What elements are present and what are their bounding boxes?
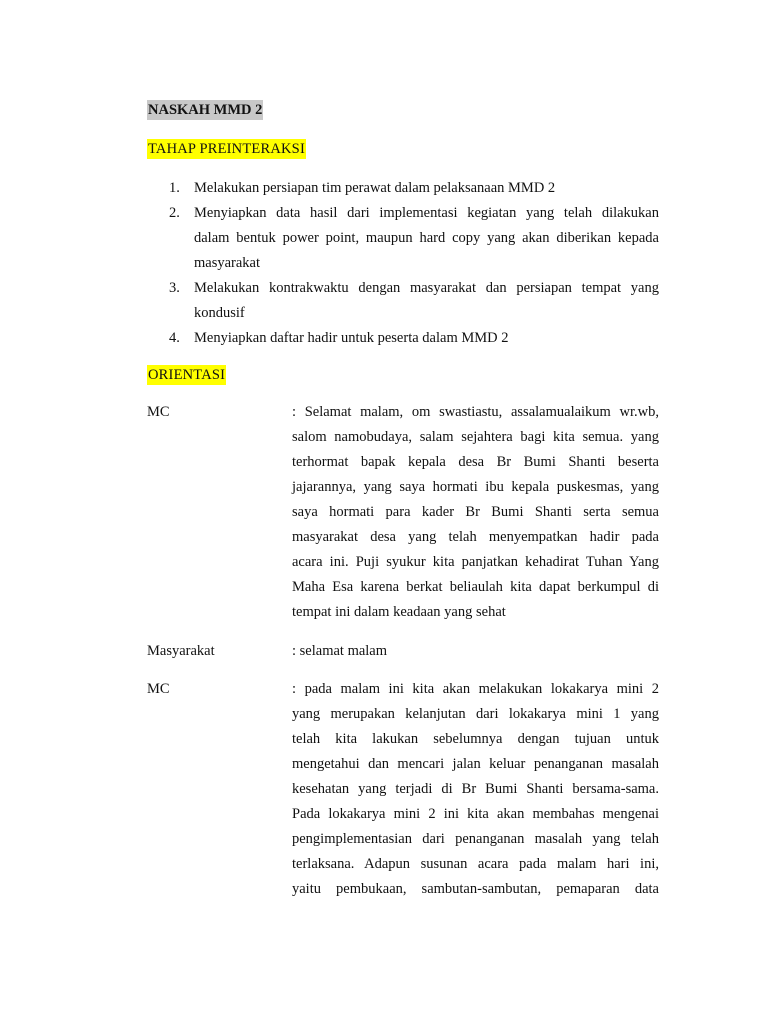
list-item bbox=[147, 326, 659, 351]
dialog-speaker: MC bbox=[147, 681, 170, 697]
list-item-line: Menyiapkan daftar hadir untuk peserta dalam MMD 2 bbox=[194, 330, 509, 346]
section-heading-preinteraksi: TAHAP PREINTERAKSI bbox=[148, 141, 305, 157]
list-item-line: Melakukan kontrakwaktu dengan masyarakat dan persiapan tempat yang bbox=[194, 280, 659, 296]
speech-line: yaitu pembukaan, sambutan-sambutan, pemaparan data bbox=[292, 881, 659, 897]
dialog-speech bbox=[292, 639, 659, 664]
list-item-line: dalam bentuk power point, maupun hard copy yang akan diberikan kepada bbox=[194, 230, 659, 246]
speech-line: terhormat bapak kepala desa Br Bumi Shanti beserta bbox=[292, 454, 659, 470]
list-item-number: 2. bbox=[169, 205, 180, 221]
speech-line: acara ini. Puji syukur kita panjatkan kehadirat Tuhan Yang bbox=[292, 554, 659, 570]
list-item-number: 3. bbox=[169, 280, 180, 296]
dialog-speaker: Masyarakat bbox=[147, 643, 215, 659]
list-item-number: 1. bbox=[169, 180, 180, 196]
speech-line: yang merupakan kelanjutan dari lokakarya mini 1 yang bbox=[292, 706, 659, 722]
dialog-speaker: MC bbox=[147, 404, 170, 420]
section-heading-orientasi: ORIENTASI bbox=[148, 367, 226, 383]
speech-line: : Selamat malam, om swastiastu, assalamualaikum wr.wb, bbox=[292, 404, 659, 420]
speech-line: telah kita lakukan sebelumnya dengan tujuan untuk bbox=[292, 731, 659, 747]
speech-line: terlaksana. Adapun susunan acara pada malam hari ini, bbox=[292, 856, 659, 872]
list-item bbox=[147, 276, 659, 326]
list-item-line: Menyiapkan data hasil dari implementasi kegiatan yang telah dilakukan bbox=[194, 205, 659, 221]
speech-line: saya hormati para kader Br Bumi Shanti serta semua bbox=[292, 504, 659, 520]
speech-line: mengetahui dan mencari jalan keluar penanganan masalah bbox=[292, 756, 659, 772]
list-item-line: kondusif bbox=[194, 305, 245, 321]
list-item bbox=[147, 176, 659, 201]
document-title: NASKAH MMD 2 bbox=[148, 102, 263, 118]
speech-line: : pada malam ini kita akan melakukan lokakarya mini 2 bbox=[292, 681, 659, 697]
speech-line: tempat ini dalam keadaan yang sehat bbox=[292, 604, 506, 620]
list-item-line: Melakukan persiapan tim perawat dalam pelaksanaan MMD 2 bbox=[194, 180, 556, 196]
speech-line: salom namobudaya, salam sejahtera bagi kita semua. yang bbox=[292, 429, 659, 445]
dialog-speech bbox=[292, 400, 659, 625]
list-item bbox=[147, 201, 659, 276]
speech-line: : selamat malam bbox=[292, 643, 388, 659]
preinteraksi-list bbox=[147, 176, 659, 351]
speech-line: Maha Esa karena berkat beliaulah kita dapat berkumpul di bbox=[292, 579, 659, 595]
dialog-speech bbox=[292, 677, 659, 902]
speech-line: jajarannya, yang saya hormati ibu kepala puskesmas, yang bbox=[292, 479, 659, 495]
list-item-number: 4. bbox=[169, 330, 180, 346]
list-item-line: masyarakat bbox=[194, 255, 261, 271]
speech-line: kesehatan yang terjadi di Br Bumi Shanti bersama-sama. bbox=[292, 781, 659, 797]
speech-line: masyarakat desa yang telah menyempatkan hadir pada bbox=[292, 529, 659, 545]
speech-line: pengimplementasian dari penanganan masalah yang telah bbox=[292, 831, 659, 847]
speech-line: Pada lokakarya mini 2 ini kita akan membahas mengenai bbox=[292, 806, 659, 822]
